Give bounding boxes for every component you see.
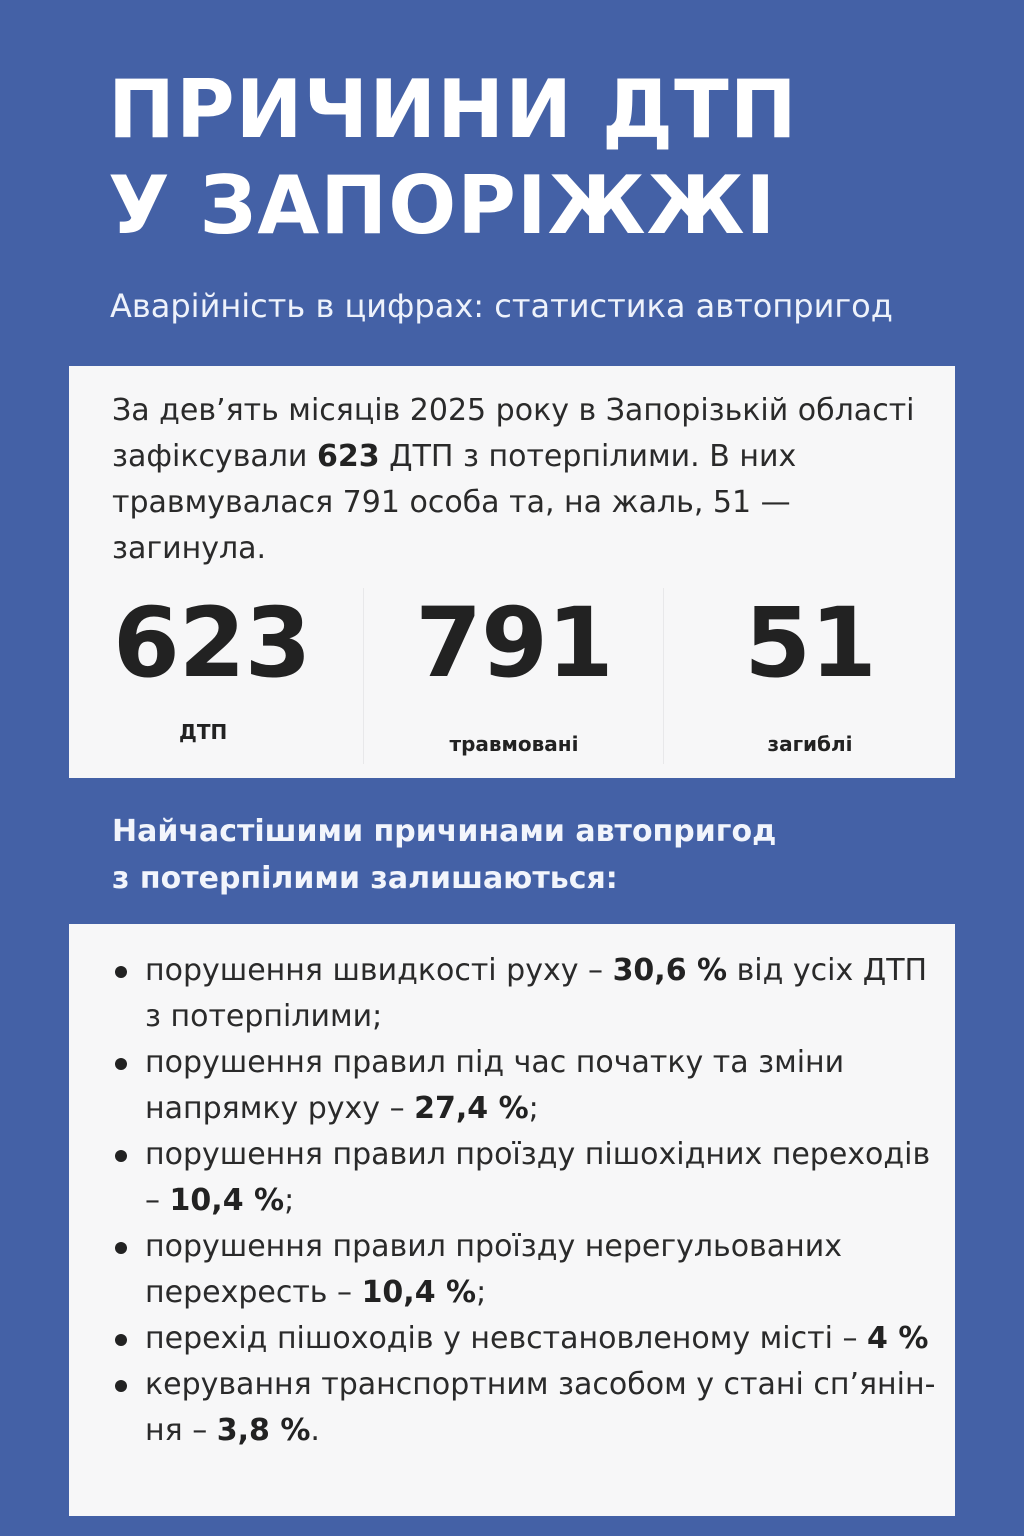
causes-card <box>69 924 955 1516</box>
stat-label: ДТП <box>179 720 228 744</box>
summary-card <box>69 366 955 778</box>
stat-accidents <box>69 588 363 764</box>
cause-text-after: . <box>310 1413 320 1448</box>
cause-text-after: від усіх ДТП з потерпілими; <box>145 953 928 1034</box>
title-line-2: У ЗАПОРІЖЖІ <box>108 159 777 252</box>
page-title <box>108 62 798 254</box>
page-subtitle: Аварійність в цифрах: статистика автопригод <box>110 287 893 325</box>
cause-unregulated-intersections <box>113 1224 943 1316</box>
stat-value: 51 <box>744 587 876 699</box>
cause-text: порушення правил під час початку та зміни напрямку руху – <box>145 1045 845 1126</box>
cause-percent: 10,4 % <box>361 1275 477 1310</box>
summary-text-part-2: ДТП з потерпілими. В них травмувалася 791 особа та, на жаль, 51 — загинула. <box>112 439 797 566</box>
causes-heading-line-1: Найчастішими причинами автопригод <box>112 814 777 849</box>
cause-text-after: ; <box>284 1183 295 1218</box>
cause-pedestrian-crossings <box>113 1132 943 1224</box>
stat-value: 791 <box>415 587 613 699</box>
cause-text: порушення швидкості руху – <box>145 953 613 988</box>
stat-value: 623 <box>113 587 311 699</box>
summary-text-part-1: За дев’ять місяців 2025 року в Запорізькій області зафіксували <box>112 393 915 474</box>
title-line-1: ПРИЧИНИ ДТП <box>108 63 798 156</box>
cause-jaywalking <box>113 1316 943 1362</box>
cause-speeding <box>113 948 943 1040</box>
stat-injured <box>363 588 664 764</box>
cause-text-after: ; <box>476 1275 487 1310</box>
causes-heading <box>112 808 776 902</box>
stat-killed <box>663 588 956 764</box>
cause-drunk-driving <box>113 1362 943 1454</box>
cause-text: порушення правил проїзду нерегульованих перехресть – <box>145 1229 842 1310</box>
cause-text-after: ; <box>528 1091 539 1126</box>
summary-bold-count: 623 <box>316 439 380 474</box>
cause-text: порушення правил проїзду пішохідних переходів – <box>145 1137 931 1218</box>
cause-text: керування транспортним засобом у стані сп’янін-ня – <box>145 1367 936 1448</box>
cause-percent: 4 % <box>867 1321 929 1356</box>
cause-direction-change <box>113 1040 943 1132</box>
cause-percent: 3,8 % <box>216 1413 311 1448</box>
cause-percent: 27,4 % <box>414 1091 529 1126</box>
summary-text <box>112 388 952 572</box>
cause-percent: 10,4 % <box>169 1183 285 1218</box>
cause-text: перехід пішоходів у невстановленому місті – <box>145 1321 868 1356</box>
stat-label: травмовані <box>449 732 579 756</box>
stat-label: загиблі <box>767 732 853 756</box>
cause-percent: 30,6 % <box>612 953 728 988</box>
causes-list <box>113 948 943 1454</box>
causes-heading-line-2: з потерпілими залишаються: <box>112 861 618 896</box>
